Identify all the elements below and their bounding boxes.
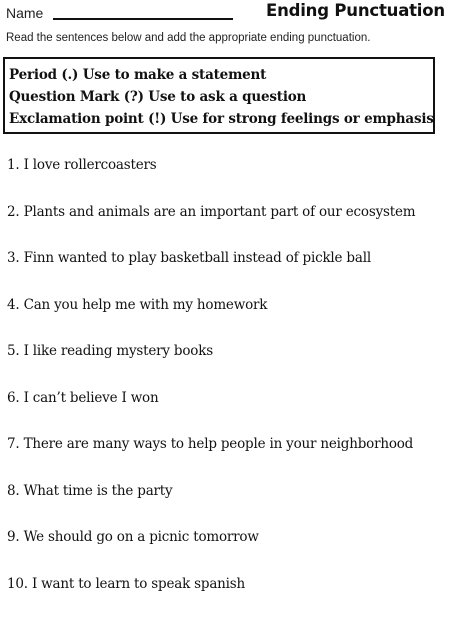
name-blank-line bbox=[53, 18, 233, 20]
sentence-item: 6. I can’t believe I won bbox=[7, 388, 415, 435]
rule-exclamation-point: Exclamation point (!) Use for strong feelings or emphasis bbox=[9, 108, 433, 130]
sentence-list bbox=[7, 155, 415, 620]
punctuation-rules-box bbox=[3, 57, 435, 134]
name-label: Name bbox=[6, 4, 43, 22]
rule-period: Period (.) Use to make a statement bbox=[9, 64, 433, 86]
sentence-item: 3. Finn wanted to play basketball instead of pickle ball bbox=[7, 248, 415, 295]
sentence-item: 9. We should go on a picnic tomorrow bbox=[7, 527, 415, 574]
sentence-item: 7. There are many ways to help people in your neighborhood bbox=[7, 434, 415, 481]
sentence-item: 5. I like reading mystery books bbox=[7, 341, 415, 388]
worksheet-title: Ending Punctuation bbox=[266, 0, 474, 22]
sentence-item: 4. Can you help me with my homework bbox=[7, 295, 415, 342]
sentence-item: 1. I love rollercoasters bbox=[7, 155, 415, 202]
sentence-item: 8. What time is the party bbox=[7, 481, 415, 528]
rule-question-mark: Question Mark (?) Use to ask a question bbox=[9, 86, 433, 108]
instructions-text: Read the sentences below and add the appropriate ending punctuation. bbox=[6, 31, 370, 45]
sentence-item: 2. Plants and animals are an important part of our ecosystem bbox=[7, 202, 415, 249]
sentence-item: 10. I want to learn to speak spanish bbox=[7, 574, 415, 620]
